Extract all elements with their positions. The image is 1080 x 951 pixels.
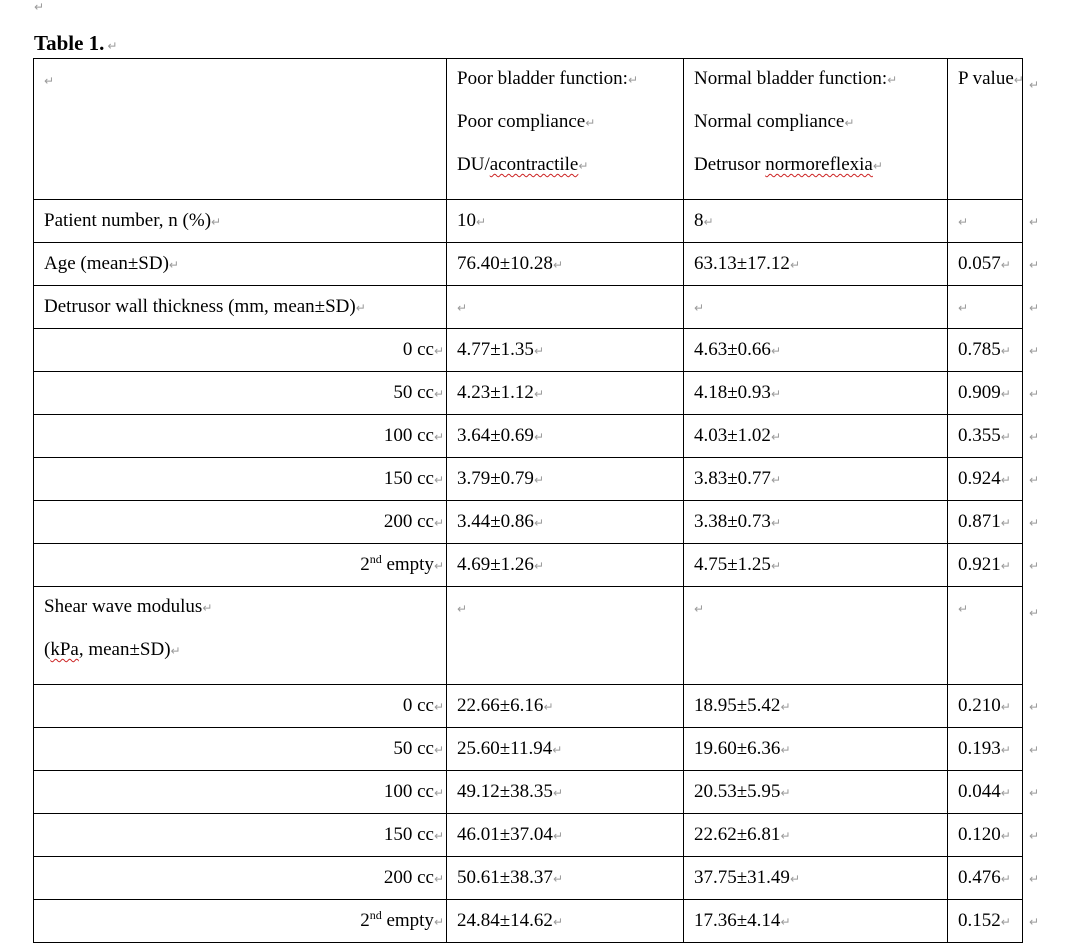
poor-value: 22.66±6.16 [457, 695, 544, 716]
row-end-mark [1023, 458, 1043, 501]
table-row [34, 415, 1043, 458]
table-caption [34, 31, 117, 56]
cell-mark: ↵ [770, 344, 781, 358]
cell-mark: ↵ [170, 644, 181, 658]
cell-mark: ↵ [578, 159, 589, 173]
normal-value: 4.18±0.93 [694, 382, 771, 403]
poor-value: 49.12±38.35 [457, 781, 553, 802]
cell-mark: ↵ [770, 430, 781, 444]
normal-value-cell [684, 458, 948, 501]
cell-mark: ↵ [1029, 215, 1040, 229]
cell-mark: ↵ [872, 159, 883, 173]
cell-mark: ↵ [1000, 258, 1011, 272]
p-value-cell [948, 728, 1023, 771]
table-row [34, 544, 1043, 587]
row-label-cell [34, 415, 447, 458]
p-value: 0.921 [958, 554, 1001, 575]
cell-mark: ↵ [1000, 559, 1011, 573]
row-label-cell [34, 685, 447, 728]
row-end-mark [1023, 415, 1043, 458]
row-label-cell [34, 544, 447, 587]
p-value-cell [948, 814, 1023, 857]
poor-value-cell [447, 900, 684, 943]
cell-mark: ↵ [457, 602, 468, 616]
row-label-suffix: empty [381, 910, 434, 931]
cell-mark: ↵ [552, 786, 563, 800]
row-label-cell [34, 728, 447, 771]
normal-value-cell [684, 728, 948, 771]
cell-mark: ↵ [694, 602, 705, 616]
row-label-cell [34, 372, 447, 415]
p-value: 0.924 [958, 468, 1001, 489]
cell-mark: ↵ [1029, 829, 1040, 843]
row-mark: ↵ [1029, 77, 1040, 92]
cell-mark: ↵ [476, 215, 487, 229]
header-normal-line-1: Normal bladder function: [694, 68, 888, 89]
row-label: 50 cc [393, 382, 434, 403]
cell-mark: ↵ [1029, 473, 1040, 487]
p-value: 0.871 [958, 511, 1001, 532]
poor-value-cell [447, 501, 684, 544]
cell-mark: ↵ [1029, 915, 1040, 929]
cell-mark: ↵ [1000, 700, 1011, 714]
cell-mark: ↵ [433, 473, 444, 487]
cell-mark: ↵ [433, 387, 444, 401]
normal-value-cell [684, 771, 948, 814]
row-end-mark [1023, 544, 1043, 587]
row-label-suffix: empty [381, 554, 434, 575]
row-label: 200 cc [383, 867, 434, 888]
cell-mark: ↵ [552, 258, 563, 272]
normal-value: 8 [694, 210, 704, 231]
row-label-cell [34, 458, 447, 501]
cell-mark: ↵ [1029, 430, 1040, 444]
p-value-cell [948, 329, 1023, 372]
table-row [34, 771, 1043, 814]
cell-mark: ↵ [780, 915, 791, 929]
cell-mark: ↵ [1000, 872, 1011, 886]
row-label-cell [34, 771, 447, 814]
cell-mark: ↵ [433, 786, 444, 800]
cell-mark: ↵ [958, 301, 969, 315]
cell-mark: ↵ [552, 829, 563, 843]
cell-mark: ↵ [1000, 473, 1011, 487]
cell-mark: ↵ [211, 215, 222, 229]
p-value-cell [948, 685, 1023, 728]
table-row [34, 200, 1043, 243]
normal-value-cell [684, 286, 948, 329]
cell-mark: ↵ [533, 387, 544, 401]
p-value-cell [948, 200, 1023, 243]
normal-value: 3.38±0.73 [694, 511, 771, 532]
table-row [34, 458, 1043, 501]
row-label-superscript: nd [369, 552, 382, 566]
normal-value: 18.95±5.42 [694, 695, 781, 716]
poor-value: 3.79±0.79 [457, 468, 534, 489]
cell-mark: ↵ [789, 258, 800, 272]
row-end-mark [1023, 243, 1043, 286]
cell-mark: ↵ [770, 473, 781, 487]
paragraph-mark: ↵ [887, 73, 898, 87]
cell-mark: ↵ [552, 743, 563, 757]
cell-mark: ↵ [433, 872, 444, 886]
cell-mark: ↵ [1013, 73, 1024, 87]
row-end-mark [1023, 587, 1043, 685]
normal-value: 19.60±6.36 [694, 738, 781, 759]
cell-mark: ↵ [1029, 301, 1040, 315]
cell-mark: ↵ [789, 872, 800, 886]
poor-value-cell [447, 286, 684, 329]
cell-mark: ↵ [202, 601, 213, 615]
row-end-mark [1023, 59, 1043, 200]
table-row [34, 372, 1043, 415]
p-value-cell [948, 587, 1023, 685]
row-end-mark [1023, 501, 1043, 544]
p-value-cell [948, 857, 1023, 900]
cell-mark: ↵ [1029, 258, 1040, 272]
cell-mark: ↵ [1000, 516, 1011, 530]
normal-value: 22.62±6.81 [694, 824, 781, 845]
normal-value-cell [684, 814, 948, 857]
row-label-cell [34, 501, 447, 544]
header-pvalue: P value [958, 68, 1014, 89]
poor-value: 25.60±11.94 [457, 738, 553, 759]
poor-value-cell [447, 458, 684, 501]
poor-value: 4.23±1.12 [457, 382, 534, 403]
header-cell-pvalue [948, 59, 1023, 200]
cell-mark: ↵ [780, 700, 791, 714]
poor-value-cell [447, 857, 684, 900]
row-label-cell [34, 243, 447, 286]
poor-value: 46.01±37.04 [457, 824, 553, 845]
poor-value-cell [447, 415, 684, 458]
row-label-cell [34, 329, 447, 372]
cell-mark: ↵ [703, 215, 714, 229]
normal-value: 17.36±4.14 [694, 910, 781, 931]
row-label: 0 cc [402, 339, 434, 360]
header-poor-line-2: Poor compliance [457, 111, 586, 132]
cell-mark: ↵ [1029, 344, 1040, 358]
paragraph-mark: ↵ [844, 116, 855, 130]
p-value: 0.044 [958, 781, 1001, 802]
cell-mark: ↵ [1029, 387, 1040, 401]
row-label: (kPa, mean±SD) [44, 639, 171, 660]
poor-value-cell [447, 814, 684, 857]
row-label: 0 cc [402, 695, 434, 716]
cell-mark: ↵ [433, 915, 444, 929]
row-label-superscript: nd [369, 908, 382, 922]
cell-mark: ↵ [1029, 743, 1040, 757]
poor-value-cell [447, 728, 684, 771]
cell-mark: ↵ [355, 301, 366, 315]
table-row [34, 900, 1043, 943]
cell-mark: ↵ [958, 602, 969, 616]
p-value-cell [948, 372, 1023, 415]
p-value-cell [948, 501, 1023, 544]
table-row [34, 329, 1043, 372]
p-value: 0.120 [958, 824, 1001, 845]
header-normal-line-3: Detrusor normoreflexia [694, 154, 873, 175]
table-row [34, 857, 1043, 900]
row-end-mark [1023, 771, 1043, 814]
cell-mark: ↵ [1029, 605, 1040, 620]
table-row [34, 685, 1043, 728]
row-end-mark [1023, 857, 1043, 900]
poor-value-cell [447, 544, 684, 587]
cell-mark: ↵ [1000, 915, 1011, 929]
normal-value-cell [684, 415, 948, 458]
row-label: 2 [360, 910, 370, 931]
table-row [34, 728, 1043, 771]
caption-text: Table 1. [34, 31, 105, 55]
header-normal-line-2: Normal compliance [694, 111, 845, 132]
cell-mark: ↵ [1029, 786, 1040, 800]
row-label: 200 cc [383, 511, 434, 532]
row-label-cell [34, 857, 447, 900]
cell-mark: ↵ [780, 743, 791, 757]
row-label: Detrusor wall thickness (mm, mean±SD) [44, 296, 356, 317]
poor-value-cell [447, 685, 684, 728]
paragraph-mark: ↵ [34, 0, 45, 14]
row-end-mark [1023, 900, 1043, 943]
row-label: 150 cc [383, 468, 434, 489]
normal-value-cell [684, 501, 948, 544]
row-label: 50 cc [393, 738, 434, 759]
cell-mark: ↵ [44, 74, 55, 88]
p-value-cell [948, 544, 1023, 587]
cell-mark: ↵ [533, 559, 544, 573]
cell-mark: ↵ [533, 473, 544, 487]
row-label: Shear wave modulus [44, 596, 203, 617]
poor-value: 50.61±38.37 [457, 867, 553, 888]
cell-mark: ↵ [770, 559, 781, 573]
poor-value-cell [447, 200, 684, 243]
poor-value: 24.84±14.62 [457, 910, 553, 931]
p-value-cell [948, 415, 1023, 458]
row-label: Patient number, n (%) [44, 210, 212, 231]
header-poor-line-3: DU/acontractile [457, 154, 579, 175]
cell-mark: ↵ [552, 915, 563, 929]
row-end-mark [1023, 728, 1043, 771]
header-cell-normal [684, 59, 948, 200]
cell-mark: ↵ [533, 516, 544, 530]
row-label-cell [34, 200, 447, 243]
cell-mark: ↵ [433, 344, 444, 358]
cell-mark: ↵ [433, 516, 444, 530]
normal-value-cell [684, 329, 948, 372]
poor-value-cell [447, 587, 684, 685]
poor-value-cell [447, 329, 684, 372]
cell-mark: ↵ [1000, 344, 1011, 358]
cell-mark: ↵ [1029, 516, 1040, 530]
table-row [34, 501, 1043, 544]
row-label-cell [34, 587, 447, 685]
cell-mark: ↵ [168, 258, 179, 272]
p-value-cell [948, 771, 1023, 814]
cell-mark: ↵ [694, 301, 705, 315]
paragraph-mark: ↵ [585, 116, 596, 130]
row-label-cell [34, 900, 447, 943]
row-end-mark [1023, 814, 1043, 857]
paragraph-mark: ↵ [107, 39, 118, 53]
normal-value: 4.63±0.66 [694, 339, 771, 360]
cell-mark: ↵ [958, 215, 969, 229]
header-poor-line-1: Poor bladder function: [457, 68, 628, 89]
poor-value: 3.44±0.86 [457, 511, 534, 532]
row-label: 2 [360, 554, 370, 575]
cell-mark: ↵ [543, 700, 554, 714]
cell-mark: ↵ [533, 430, 544, 444]
cell-mark: ↵ [433, 743, 444, 757]
table-row [34, 243, 1043, 286]
row-label: 150 cc [383, 824, 434, 845]
poor-value-cell [447, 771, 684, 814]
cell-mark: ↵ [1000, 829, 1011, 843]
p-value: 0.476 [958, 867, 1001, 888]
normal-value-cell [684, 587, 948, 685]
row-end-mark [1023, 200, 1043, 243]
paragraph-mark: ↵ [627, 73, 639, 87]
poor-value: 10 [457, 210, 476, 231]
poor-value: 4.69±1.26 [457, 554, 534, 575]
row-end-mark [1023, 372, 1043, 415]
cell-mark: ↵ [433, 700, 444, 714]
table-row [34, 814, 1043, 857]
normal-value: 4.03±1.02 [694, 425, 771, 446]
normal-value-cell [684, 544, 948, 587]
cell-mark: ↵ [780, 786, 791, 800]
row-label: Age (mean±SD) [44, 253, 169, 274]
poor-value: 3.64±0.69 [457, 425, 534, 446]
cell-mark: ↵ [433, 829, 444, 843]
normal-value: 63.13±17.12 [694, 253, 790, 274]
p-value: 0.210 [958, 695, 1001, 716]
row-end-mark [1023, 685, 1043, 728]
row-label: 100 cc [383, 425, 434, 446]
p-value: 0.355 [958, 425, 1001, 446]
normal-value-cell [684, 857, 948, 900]
cell-mark: ↵ [433, 559, 444, 573]
header-row [34, 59, 1043, 200]
normal-value: 4.75±1.25 [694, 554, 771, 575]
p-value-cell [948, 458, 1023, 501]
p-value-cell [948, 243, 1023, 286]
p-value: 0.193 [958, 738, 1001, 759]
poor-value: 4.77±1.35 [457, 339, 534, 360]
table-row [34, 587, 1043, 685]
cell-mark: ↵ [770, 387, 781, 401]
p-value: 0.909 [958, 382, 1001, 403]
header-cell-empty [34, 59, 447, 200]
normal-value-cell [684, 243, 948, 286]
normal-value: 20.53±5.95 [694, 781, 781, 802]
p-value: 0.057 [958, 253, 1001, 274]
p-value: 0.152 [958, 910, 1001, 931]
normal-value-cell [684, 685, 948, 728]
normal-value-cell [684, 900, 948, 943]
cell-mark: ↵ [1029, 872, 1040, 886]
cell-mark: ↵ [1000, 743, 1011, 757]
normal-value: 3.83±0.77 [694, 468, 771, 489]
row-label-cell [34, 814, 447, 857]
cell-mark: ↵ [1029, 700, 1040, 714]
row-label-cell [34, 286, 447, 329]
p-value: 0.785 [958, 339, 1001, 360]
cell-mark: ↵ [457, 301, 468, 315]
poor-value-cell [447, 372, 684, 415]
cell-mark: ↵ [433, 430, 444, 444]
p-value-cell [948, 900, 1023, 943]
cell-mark: ↵ [1000, 786, 1011, 800]
row-label: 100 cc [383, 781, 434, 802]
cell-mark: ↵ [1029, 559, 1040, 573]
normal-value: 37.75±31.49 [694, 867, 790, 888]
normal-value-cell [684, 200, 948, 243]
cell-mark: ↵ [780, 829, 791, 843]
cell-mark: ↵ [552, 872, 563, 886]
cell-mark: ↵ [533, 344, 544, 358]
cell-mark: ↵ [1000, 387, 1011, 401]
p-value-cell [948, 286, 1023, 329]
cell-mark: ↵ [1000, 430, 1011, 444]
poor-value: 76.40±10.28 [457, 253, 553, 274]
table-row [34, 286, 1043, 329]
header-cell-poor [447, 59, 684, 200]
row-end-mark [1023, 286, 1043, 329]
normal-value-cell [684, 372, 948, 415]
poor-value-cell [447, 243, 684, 286]
results-table [33, 58, 1043, 943]
cell-mark: ↵ [770, 516, 781, 530]
row-end-mark [1023, 329, 1043, 372]
